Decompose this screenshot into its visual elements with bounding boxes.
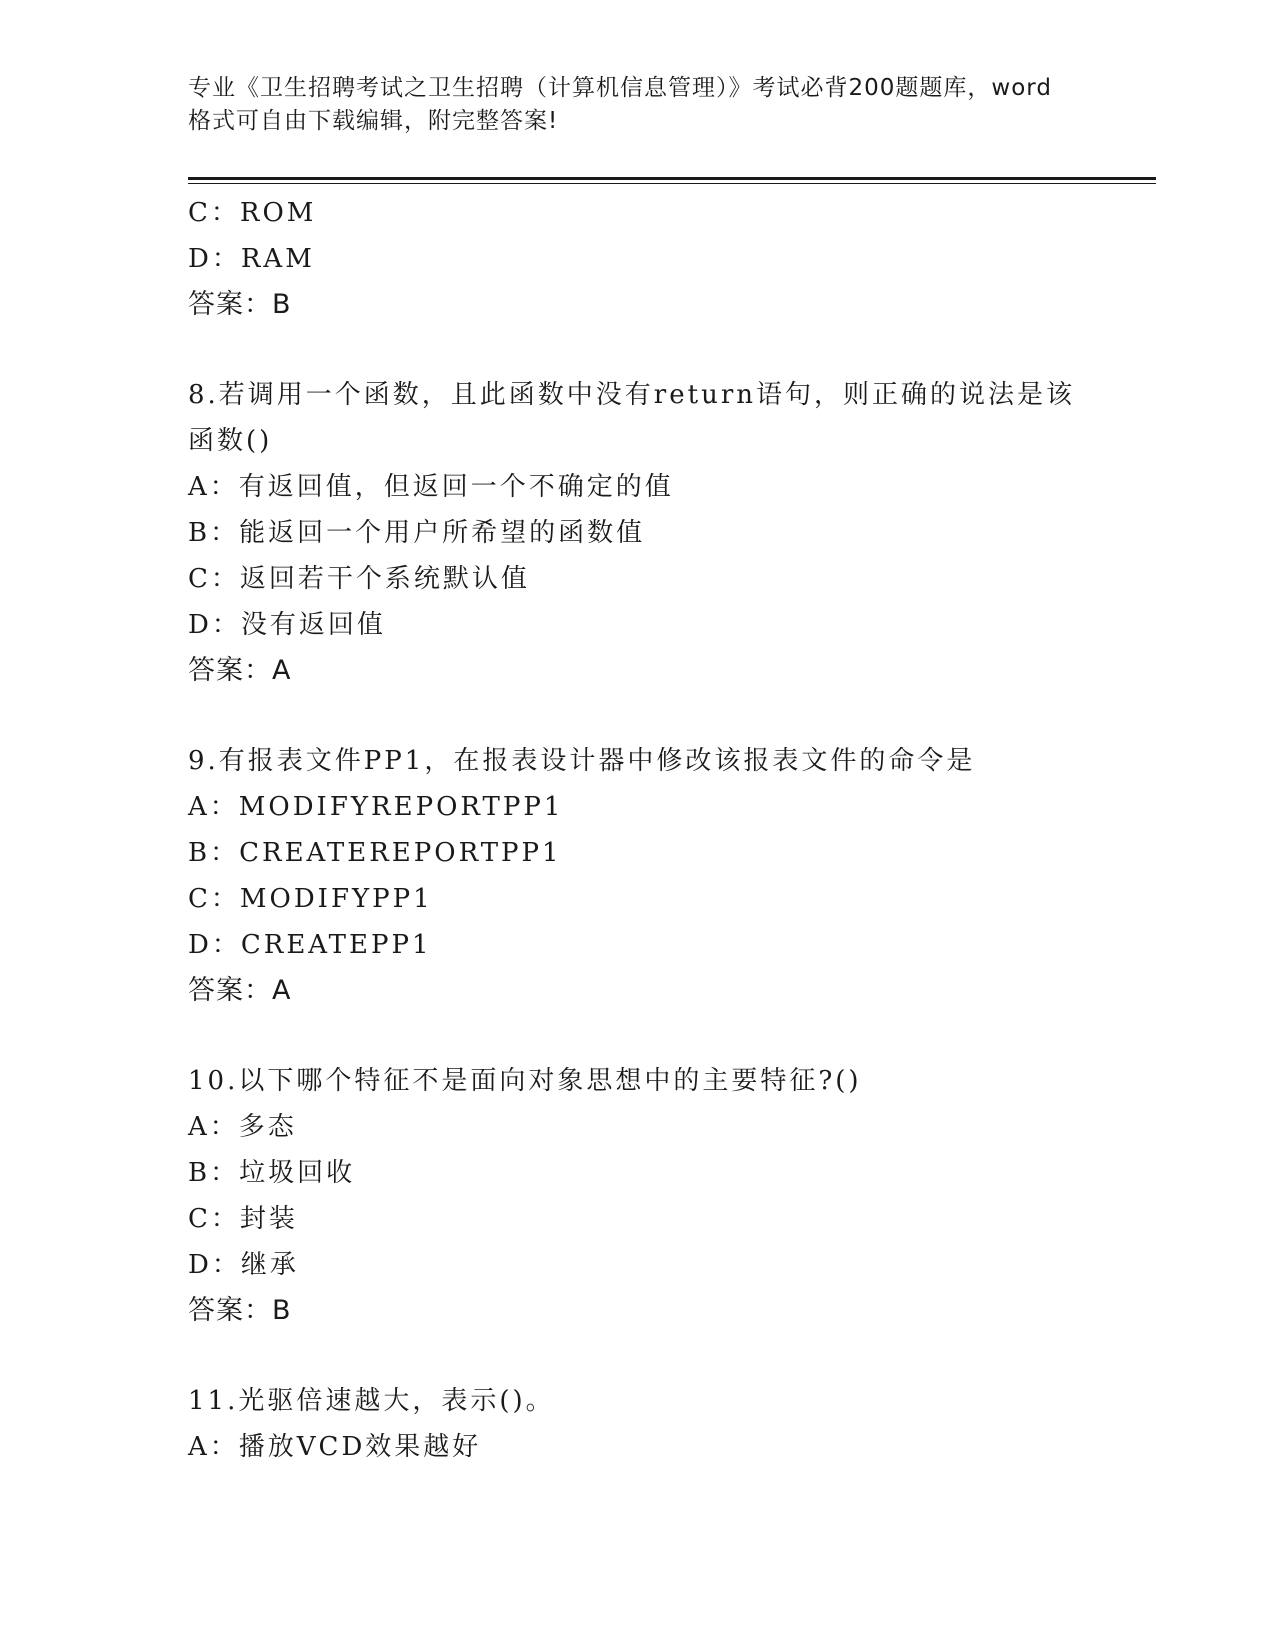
question-block-11 xyxy=(188,1378,1108,1470)
option-c: C：ROM xyxy=(188,198,317,228)
answer-text: 答案：B xyxy=(188,1295,292,1326)
option-c: C：封装 xyxy=(188,1204,298,1234)
option-a: A：播放VCD效果越好 xyxy=(188,1432,482,1462)
question-stem: 9.有报表文件PP1，在报表设计器中修改该报表文件的命令是 xyxy=(188,746,976,776)
option-c: C：MODIFYPP1 xyxy=(188,884,433,914)
option-b: B：垃圾回收 xyxy=(188,1158,356,1188)
question-stem: 11.光驱倍速越大，表示()。 xyxy=(188,1386,555,1416)
question-block-8 xyxy=(188,372,1108,694)
question-block-10 xyxy=(188,1058,1108,1334)
answer-text: 答案：A xyxy=(188,975,292,1006)
answer-text: 答案：A xyxy=(188,655,292,686)
header-divider-thin xyxy=(188,183,1156,184)
option-d: D：继承 xyxy=(188,1250,299,1280)
option-c: C：返回若干个系统默认值 xyxy=(188,564,530,594)
option-d: D：没有返回值 xyxy=(188,610,386,640)
question-stem-continued: 函数() xyxy=(188,426,273,456)
header-divider-thick xyxy=(188,177,1156,180)
option-b: B：CREATEREPORTPP1 xyxy=(188,838,562,868)
answer-text: 答案：B xyxy=(188,289,292,320)
option-a: A：多态 xyxy=(188,1112,297,1142)
question-block-7 xyxy=(188,190,1108,328)
header-line-2: 格式可自由下载编辑，附完整答案! xyxy=(188,108,559,134)
document-header xyxy=(188,72,1088,138)
question-list xyxy=(188,190,1108,1470)
option-a: A：有返回值，但返回一个不确定的值 xyxy=(188,472,674,502)
question-stem: 8.若调用一个函数，且此函数中没有return语句，则正确的说法是该 xyxy=(188,380,1075,410)
question-stem: 10.以下哪个特征不是面向对象思想中的主要特征?() xyxy=(188,1066,862,1096)
option-d: D：CREATEPP1 xyxy=(188,930,432,960)
option-d: D：RAM xyxy=(188,244,315,274)
question-block-9 xyxy=(188,738,1108,1014)
option-b: B：能返回一个用户所希望的函数值 xyxy=(188,518,646,548)
option-a: A：MODIFYREPORTPP1 xyxy=(188,792,564,822)
header-line-1: 专业《卫生招聘考试之卫生招聘（计算机信息管理）》考试必背200题题库，word xyxy=(188,75,1052,101)
